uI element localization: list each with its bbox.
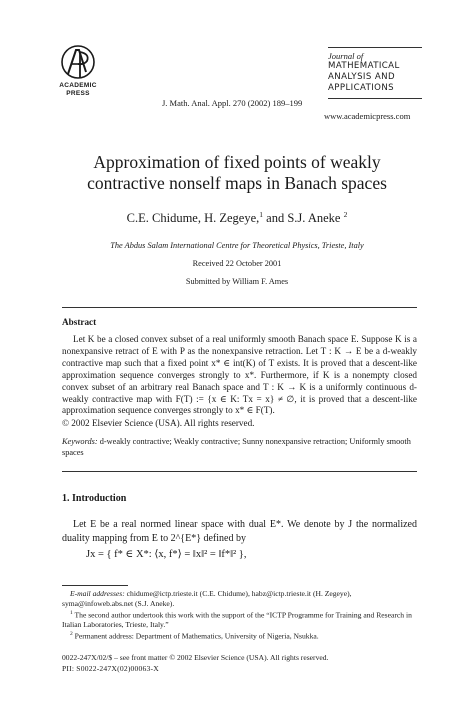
journal-citation: J. Math. Anal. Appl. 270 (2002) 189–199 (162, 98, 303, 108)
footnote-emails (62, 589, 417, 609)
footnote-2-mark: 2 (70, 630, 73, 637)
author-list (40, 210, 434, 226)
pii-line: PII: S0022-247X(02)00063-X (62, 664, 159, 673)
footnote-rule (62, 585, 128, 586)
journal-name-line2: ANALYSIS AND (328, 72, 395, 83)
academic-press-logo-icon (60, 44, 96, 82)
abstract-heading: Abstract (62, 317, 97, 327)
abstract-body: Let K be a closed convex subset of a real uniformly smooth Banach space E. Suppose K is a nonexpansive retract of E with P as the nonexpansive retraction. Let T : K → E be a d-weakly contractive map such that a fixed point x* ∈ int(K) of T exists. It is proved that a descent-like approximation sequence converges strongly to x*. Furthermore, if K is a nonempty closed convex subset of an arbitrary real Banach space and T : K → K is a uniformly continuous d-weakly contractive map with F(T) := {x ∈ K: Tx = x} ≠ ∅, it is proved that a descent-like approximation sequence converges strongly to x* ∈ F(T). (62, 334, 417, 416)
footnote-mark-2: 2 (343, 210, 348, 219)
publisher-name-line1: ACADEMIC (59, 82, 97, 89)
publisher-logo (52, 44, 104, 106)
journal-name-line3: APPLICATIONS (328, 83, 395, 94)
authors-first: C.E. Chidume, H. Zegeye, (126, 211, 260, 226)
journal-name-line1: MATHEMATICAL (328, 61, 400, 71)
email-addresses: chidume@ictp.trieste.it (C.E. Chidume), habz@ictp.trieste.it (H. Zegeye), syma@infoweb.abs.net (S.J. Aneke). (62, 589, 352, 608)
footnotes (62, 589, 417, 641)
footnote-1 (62, 609, 417, 630)
footnote-2-text: Permanent address: Department of Mathematics, University of Nigeria, Nsukka. (72, 631, 319, 641)
section-heading-introduction: 1. Introduction (62, 493, 127, 504)
keywords-label: Keywords: (62, 437, 98, 446)
title-line-1: Approximation of fixed points of weakly (93, 152, 381, 172)
email-label: E-mail addresses: (70, 589, 125, 598)
footnote-1-text: The second author undertook this work with the support of the “ICTP Programme for Training and Research in Italian Laboratories, Trieste, Italy.” (62, 610, 412, 629)
abstract-bottom-rule (62, 471, 417, 472)
authors-last: and S.J. Aneke (263, 211, 341, 226)
duality-mapping-equation: Jx = { f* ∈ X*: ⟨x, f*⟩ = ‖x‖² = ‖f*‖² }, (86, 549, 247, 560)
title-line-2: contractive nonself maps in Banach spaces (87, 173, 387, 193)
abstract-copyright: © 2002 Elsevier Science (USA). All rights reserved. (62, 418, 255, 428)
journal-of-label: Journal of (328, 51, 364, 61)
introduction-paragraph: Let E be a real normed linear space with dual E*. We denote by J the normalized duality mapping from E to 2^{E*} defined by (62, 519, 417, 544)
footnote-mark-1: 1 (259, 210, 264, 219)
journal-rule (328, 98, 422, 99)
affiliation: The Abdus Salam International Centre for Theoretical Physics, Trieste, Italy (110, 241, 364, 250)
keywords (62, 436, 417, 458)
journal-masthead (328, 47, 422, 99)
footnote-2 (62, 630, 417, 641)
journal-url[interactable]: www.academicpress.com (324, 111, 411, 121)
footnote-1-mark: 1 (70, 609, 73, 616)
front-matter-line: 0022-247X/02/$ – see front matter © 2002 Elsevier Science (USA). All rights reserved. (62, 653, 329, 662)
publisher-name-line2: PRESS (66, 90, 90, 97)
received-date: Received 22 October 2001 (192, 259, 282, 268)
keywords-list: d-weakly contractive; Weakly contractive; Sunny nonexpansive retraction; Uniformly smooth spaces (62, 437, 411, 457)
paper-title (40, 152, 434, 194)
submitted-by: Submitted by William F. Ames (185, 277, 289, 286)
abstract-top-rule (62, 307, 417, 308)
